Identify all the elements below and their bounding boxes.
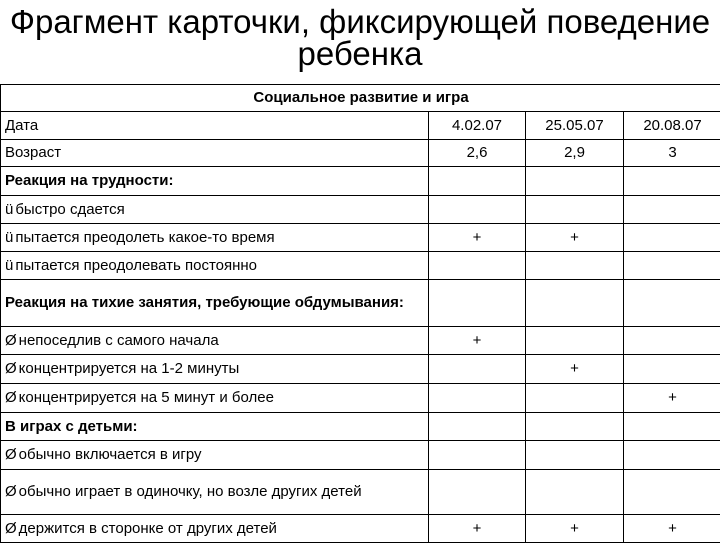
table-row (1, 355, 720, 384)
item-text: держится в сторонке от других детей (19, 520, 277, 537)
mark-cell: + (429, 327, 526, 355)
group-label: В играх с детьми: (1, 413, 429, 441)
slide-title-line-1: Фрагмент карточки, фиксирующей поведение (0, 6, 720, 38)
item-text: пытается преодолевать постоянно (15, 257, 257, 274)
group-label-row (1, 413, 720, 441)
arrow-bullet-icon: Ø (5, 483, 17, 500)
mark-cell (624, 167, 720, 196)
mark-cell (624, 224, 720, 252)
date-cell: 25.05.07 (526, 112, 624, 140)
table-row (1, 441, 720, 470)
age-row (1, 140, 720, 167)
item-text: обычно включается в игру (19, 446, 202, 463)
slide-title (0, 6, 720, 70)
item-cell (1, 224, 429, 252)
slide-title-line-2: ребенка (0, 38, 720, 70)
mark-cell (624, 413, 720, 441)
mark-cell: + (526, 355, 624, 384)
mark-cell: + (624, 515, 720, 543)
section-header-row (1, 85, 720, 112)
item-text: непоседлив с самого начала (19, 332, 219, 349)
mark-cell (429, 167, 526, 196)
arrow-bullet-icon: Ø (5, 332, 17, 349)
table-row (1, 384, 720, 413)
checkmark-bullet-icon: ü (5, 201, 13, 218)
mark-cell (624, 252, 720, 280)
item-cell (1, 196, 429, 224)
mark-cell: + (526, 515, 624, 543)
mark-cell (624, 355, 720, 384)
mark-cell (526, 441, 624, 470)
age-cell: 3 (624, 140, 720, 167)
checkmark-bullet-icon: ü (5, 229, 13, 246)
mark-cell (624, 196, 720, 224)
item-cell (1, 470, 429, 515)
section-header: Социальное развитие и игра (1, 85, 720, 112)
mark-cell (526, 413, 624, 441)
item-text: быстро сдается (15, 201, 124, 218)
mark-cell (429, 413, 526, 441)
item-cell (1, 384, 429, 413)
table-row (1, 327, 720, 355)
arrow-bullet-icon: Ø (5, 446, 17, 463)
mark-cell (526, 196, 624, 224)
age-cell: 2,6 (429, 140, 526, 167)
arrow-bullet-icon: Ø (5, 520, 17, 537)
date-cell: 20.08.07 (624, 112, 720, 140)
table-row (1, 470, 720, 515)
mark-cell: + (526, 224, 624, 252)
group-label-row (1, 167, 720, 196)
arrow-bullet-icon: Ø (5, 360, 17, 377)
item-text: концентрируется на 5 минут и более (19, 389, 274, 406)
item-text: пытается преодолеть какое-то время (15, 229, 274, 246)
item-cell (1, 441, 429, 470)
item-cell (1, 327, 429, 355)
table-row (1, 196, 720, 224)
item-text: концентрируется на 1-2 минуты (19, 360, 240, 377)
mark-cell (624, 470, 720, 515)
mark-cell (429, 470, 526, 515)
item-cell (1, 355, 429, 384)
mark-cell (526, 167, 624, 196)
mark-cell: + (429, 515, 526, 543)
mark-cell (526, 280, 624, 327)
mark-cell (624, 327, 720, 355)
table-row (1, 252, 720, 280)
mark-cell: + (624, 384, 720, 413)
table-row (1, 515, 720, 543)
date-row (1, 112, 720, 140)
group-label: Реакция на трудности: (1, 167, 429, 196)
age-cell: 2,9 (526, 140, 624, 167)
age-label: Возраст (1, 140, 429, 167)
mark-cell: + (429, 224, 526, 252)
checkmark-bullet-icon: ü (5, 257, 13, 274)
mark-cell (429, 441, 526, 470)
item-cell (1, 252, 429, 280)
mark-cell (429, 252, 526, 280)
mark-cell (429, 355, 526, 384)
group-label: Реакция на тихие занятия, требующие обдумывания: (1, 280, 429, 327)
date-label: Дата (1, 112, 429, 140)
mark-cell (526, 327, 624, 355)
mark-cell (429, 196, 526, 224)
mark-cell (429, 384, 526, 413)
item-text: обычно играет в одиночку, но возле других детей (19, 483, 362, 500)
item-cell (1, 515, 429, 543)
table-row (1, 224, 720, 252)
mark-cell (526, 384, 624, 413)
arrow-bullet-icon: Ø (5, 389, 17, 406)
behavior-card-table (0, 84, 720, 543)
mark-cell (624, 280, 720, 327)
date-cell: 4.02.07 (429, 112, 526, 140)
mark-cell (526, 470, 624, 515)
mark-cell (429, 280, 526, 327)
group-label-row (1, 280, 720, 327)
mark-cell (526, 252, 624, 280)
mark-cell (624, 441, 720, 470)
